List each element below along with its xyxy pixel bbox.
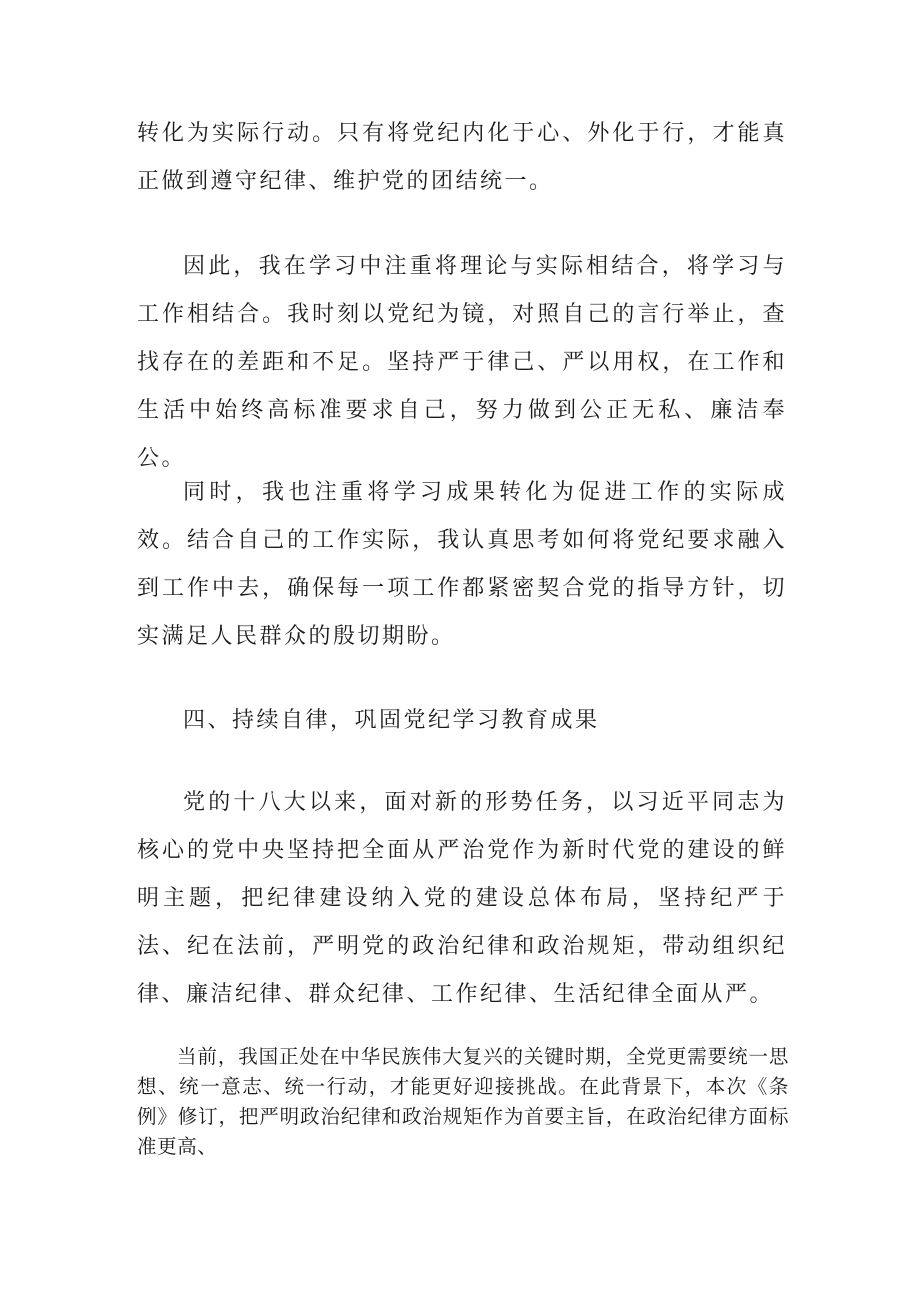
paragraph-current-period: 当前，我国正处在中华民族伟大复兴的关键时期，全党更需要统一思想、统一意志、统一行动，才能更好迎接挑战。在此背景下，本次《条例》修订，把严明政治纪律和政治规矩作为首要主旨，在政治纪律方面标准更高、 bbox=[137, 1047, 789, 1158]
paragraph-theory-practice: 因此，我在学习中注重将理论与实际相结合，将学习与工作相结合。我时刻以党纪为镜，对照自己的言行举止，查找存在的差距和不足。坚持严于律己、严以用权，在工作和生活中始终高标准要求自己，努力做到公正无私、廉洁奉公。 bbox=[137, 254, 787, 471]
section-heading-four: 四、持续自律，巩固党纪学习教育成果 bbox=[183, 708, 600, 733]
paragraph-eighteenth-congress: 党的十八大以来，面对新的形势任务，以习近平同志为核心的党中央坚持把全面从严治党作为新时代党的建设的鲜明主题，把纪律建设纳入党的建设总体布局，坚持纪严于法、纪在法前，严明党的政治纪律和政治规矩，带动组织纪律、廉洁纪律、群众纪律、工作纪律、生活纪律全面从严。 bbox=[137, 790, 787, 1007]
paragraph-results-conversion: 同时，我也注重将学习成果转化为促进工作的实际成效。结合自己的工作实际，我认真思考如何将党纪要求融入到工作中去，确保每一项工作都紧密契合党的指导方针，切实满足人民群众的殷切期盼。 bbox=[137, 480, 787, 649]
paragraph-continuation: 转化为实际行动。只有将党纪内化于心、外化于行，才能真正做到遵守纪律、维护党的团结统一。 bbox=[137, 121, 787, 194]
